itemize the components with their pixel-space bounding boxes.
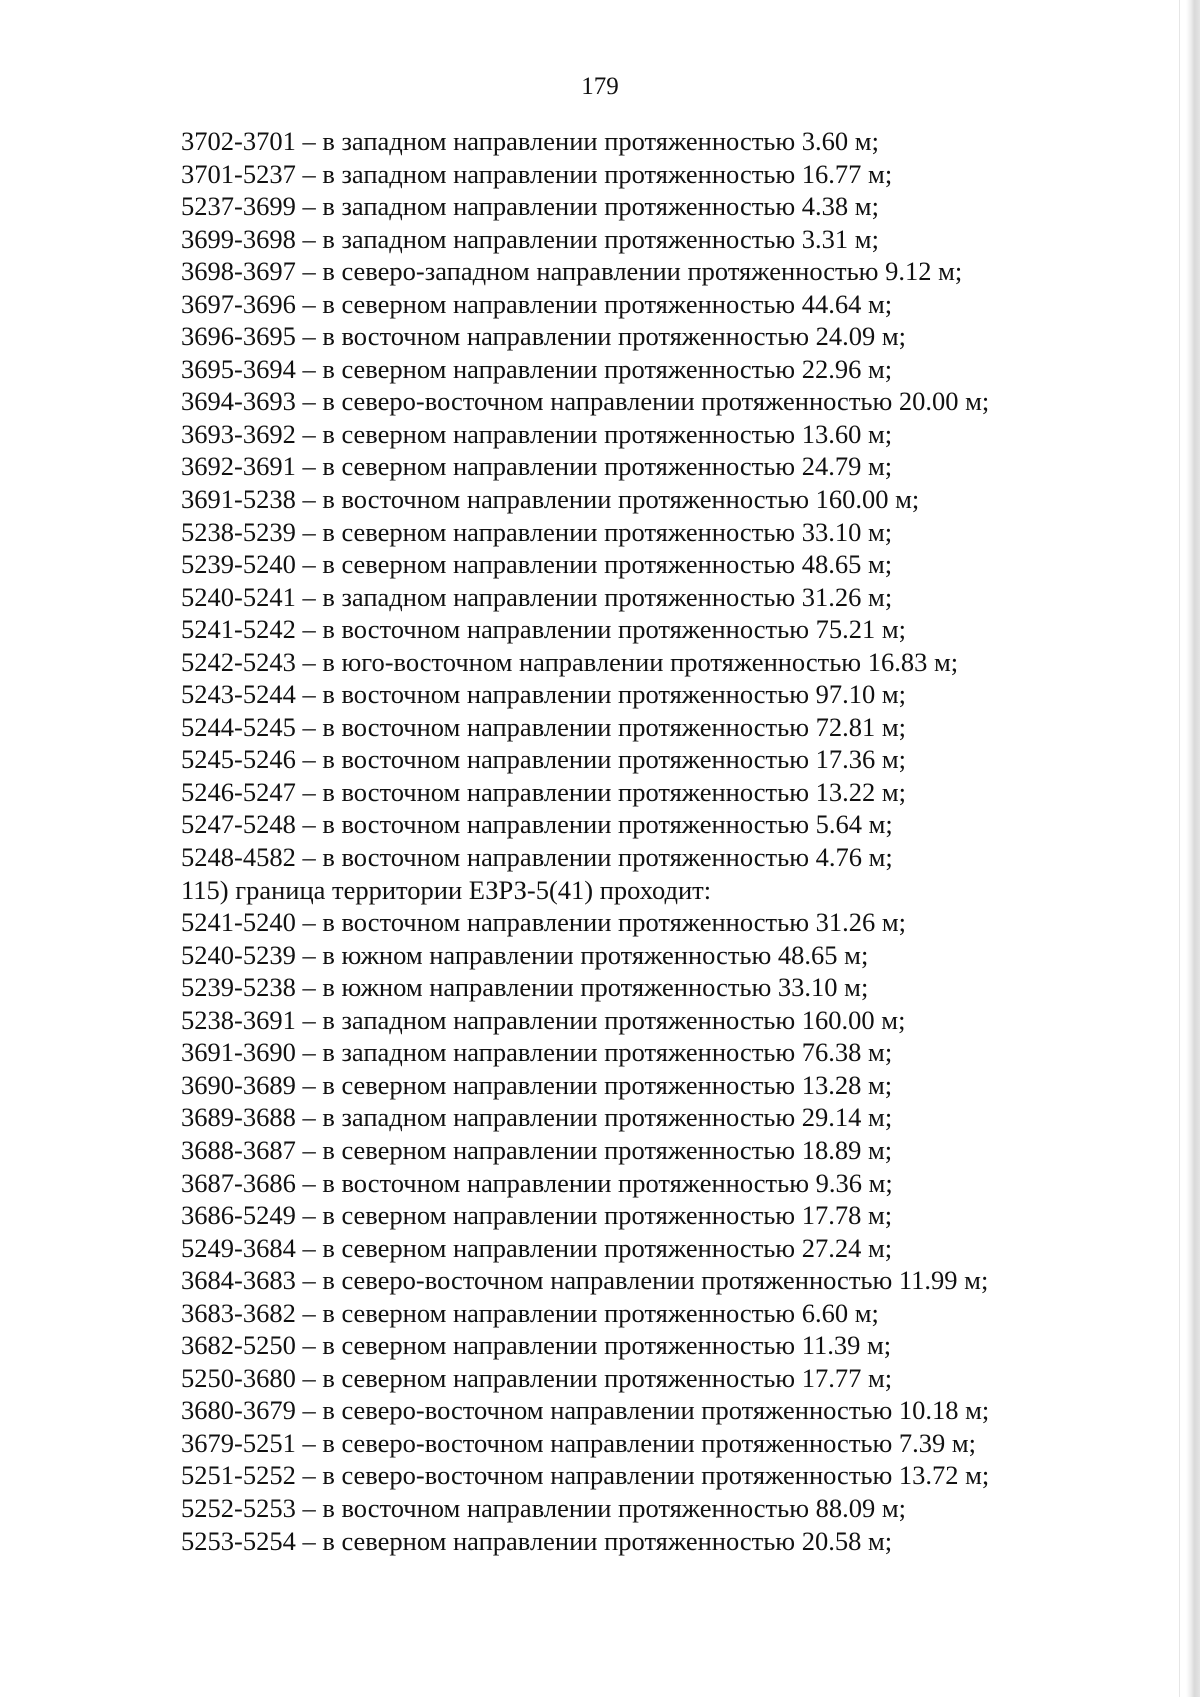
boundary-line: 5251-5252 – в северо-восточном направлении протяженностью 13.72 м; (181, 1460, 990, 1491)
boundary-line: 5244-5245 – в восточном направлении протяженностью 72.81 м; (181, 711, 906, 742)
boundary-line: 5237-3699 – в западном направлении протяженностью 4.38 м; (181, 191, 879, 222)
boundary-line: 5253-5254 – в северном направлении протяженностью 20.58 м; (181, 1525, 893, 1556)
boundary-line: 5242-5243 – в юго-восточном направлении протяженностью 16.83 м; (181, 646, 959, 677)
boundary-line: 3683-3682 – в северном направлении протяженностью 6.60 м; (181, 1297, 879, 1328)
boundary-line: 3689-3688 – в западном направлении протяженностью 29.14 м; (181, 1102, 893, 1133)
boundary-line: 3687-3686 – в восточном направлении протяженностью 9.36 м; (181, 1167, 893, 1198)
scan-edge-line (1179, 0, 1180, 1697)
boundary-line: 3695-3694 – в северном направлении протяженностью 22.96 м; (181, 353, 893, 384)
boundary-line: 3688-3687 – в северном направлении протяженностью 18.89 м; (181, 1134, 893, 1165)
boundary-line: 5239-5240 – в северном направлении протяженностью 48.65 м; (181, 549, 893, 580)
boundary-line: 5238-3691 – в западном направлении протяженностью 160.00 м; (181, 1004, 906, 1035)
boundary-line: 5238-5239 – в северном направлении протяженностью 33.10 м; (181, 516, 893, 547)
boundary-line: 5240-5239 – в южном направлении протяженностью 48.65 м; (181, 939, 869, 970)
boundary-line: 5246-5247 – в восточном направлении протяженностью 13.22 м; (181, 776, 906, 807)
boundary-line: 5241-5240 – в восточном направлении протяженностью 31.26 м; (181, 907, 906, 938)
boundary-line: 5252-5253 – в восточном направлении протяженностью 88.09 м; (181, 1492, 906, 1523)
boundary-line: 3682-5250 – в северном направлении протяженностью 11.39 м; (181, 1330, 892, 1361)
boundary-line: 5245-5246 – в восточном направлении протяженностью 17.36 м; (181, 744, 906, 775)
boundary-description-list (181, 125, 1061, 1557)
boundary-line: 3702-3701 – в западном направлении протяженностью 3.60 м; (181, 126, 879, 156)
boundary-line: 5250-3680 – в северном направлении протяженностью 17.77 м; (181, 1362, 893, 1393)
boundary-line: 3680-3679 – в северо-восточном направлении протяженностью 10.18 м; (181, 1395, 990, 1426)
boundary-line: 5243-5244 – в восточном направлении протяженностью 97.10 м; (181, 679, 906, 710)
boundary-line: 3701-5237 – в западном направлении протяженностью 16.77 м; (181, 158, 893, 189)
boundary-line: 3694-3693 – в северо-восточном направлении протяженностью 20.00 м; (181, 386, 990, 417)
boundary-line: 5247-5248 – в восточном направлении протяженностью 5.64 м; (181, 809, 893, 840)
boundary-line: 3686-5249 – в северном направлении протяженностью 17.78 м; (181, 1200, 893, 1231)
boundary-line: 5239-5238 – в южном направлении протяженностью 33.10 м; (181, 972, 869, 1003)
boundary-line: 3696-3695 – в восточном направлении протяженностью 24.09 м; (181, 321, 906, 352)
boundary-line: 3690-3689 – в северном направлении протяженностью 13.28 м; (181, 1069, 893, 1100)
boundary-line: 3679-5251 – в северо-восточном направлении протяженностью 7.39 м; (181, 1427, 977, 1458)
boundary-line: 3684-3683 – в северо-восточном направлении протяженностью 11.99 м; (181, 1265, 989, 1296)
boundary-line: 3698-3697 – в северо-западном направлении протяженностью 9.12 м; (181, 256, 963, 287)
boundary-line: 3691-5238 – в восточном направлении протяженностью 160.00 м; (181, 484, 920, 515)
boundary-line: 3693-3692 – в северном направлении протяженностью 13.60 м; (181, 418, 893, 449)
page-number: 179 (581, 73, 619, 100)
boundary-line: 5240-5241 – в западном направлении протяженностью 31.26 м; (181, 581, 893, 612)
boundary-line: 3699-3698 – в западном направлении протяженностью 3.31 м; (181, 223, 879, 254)
boundary-line: 5241-5242 – в восточном направлении протяженностью 75.21 м; (181, 614, 906, 645)
boundary-line: 3697-3696 – в северном направлении протяженностью 44.64 м; (181, 288, 893, 319)
boundary-line: 3692-3691 – в северном направлении протяженностью 24.79 м; (181, 451, 893, 482)
scan-edge-shadow (1186, 0, 1200, 1697)
boundary-line: 3691-3690 – в западном направлении протяженностью 76.38 м; (181, 1037, 893, 1068)
boundary-line: 5249-3684 – в северном направлении протяженностью 27.24 м; (181, 1232, 893, 1263)
section-heading: 115) граница территории ЕЗРЗ-5(41) проходит: (181, 874, 712, 905)
boundary-line: 5248-4582 – в восточном направлении протяженностью 4.76 м; (181, 842, 893, 873)
